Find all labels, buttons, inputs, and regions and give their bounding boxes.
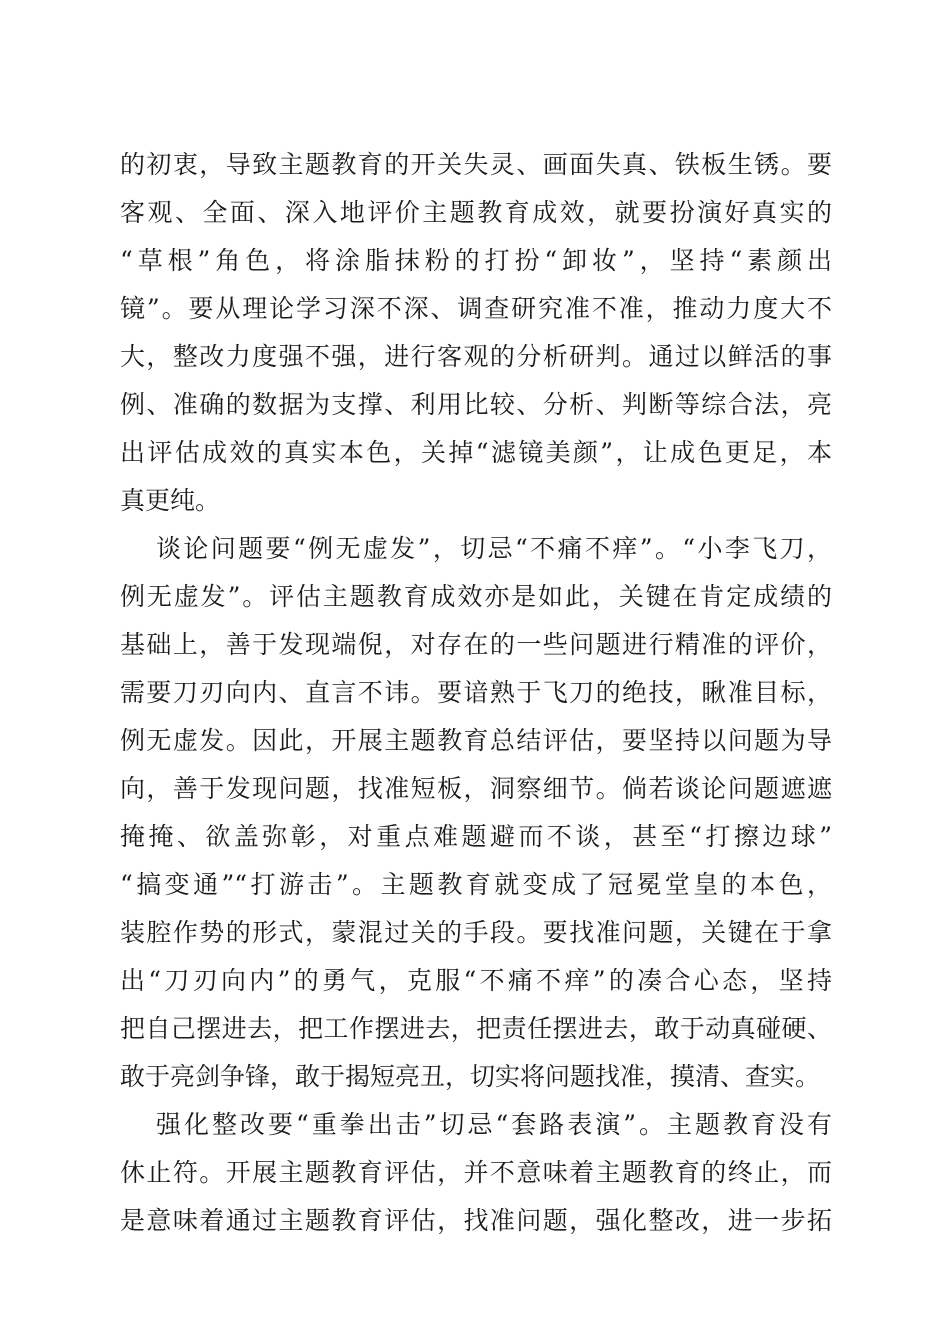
body-text bbox=[120, 141, 832, 1245]
text-line: 装腔作势的形式，蒙混过关的手段。要找准问题，关键在于拿 bbox=[120, 918, 832, 947]
text-line: 休止符。开展主题教育评估，并不意味着主题教育的终止，而 bbox=[120, 1158, 832, 1187]
paragraph-start-line: 强化整改要“重拳出击”切忌“套路表演”。主题教育没有 bbox=[156, 1110, 832, 1139]
text-line: 向，善于发现问题，找准短板，洞察细节。倘若谈论问题遮遮 bbox=[120, 774, 832, 803]
text-line: 基础上，善于发现端倪，对存在的一些问题进行精准的评价， bbox=[120, 630, 832, 659]
text-line: 把自己摆进去，把工作摆进去，把责任摆进去，敢于动真碰硬、 bbox=[120, 1014, 832, 1043]
text-line: “搞变通”“打游击”。主题教育就变成了冠冕堂皇的本色， bbox=[120, 870, 832, 899]
text-line: 出评估成效的真实本色，关掉“滤镜美颜”，让成色更足，本 bbox=[120, 438, 832, 467]
text-line: “草根”角色，将涂脂抹粉的打扮“卸妆”，坚持“素颜出 bbox=[120, 246, 832, 275]
text-line: 例、准确的数据为支撑、利用比较、分析、判断等综合法，亮 bbox=[120, 390, 832, 419]
text-line: 真更纯。 bbox=[120, 486, 221, 515]
text-line: 镜”。要从理论学习深不深、调查研究准不准，推动力度大不 bbox=[120, 294, 832, 323]
text-line: 掩掩、欲盖弥彰，对重点难题避而不谈，甚至“打擦边球” bbox=[120, 822, 832, 851]
text-line: 的初衷，导致主题教育的开关失灵、画面失真、铁板生锈。要 bbox=[120, 150, 832, 179]
text-line: 客观、全面、深入地评价主题教育成效，就要扮演好真实的 bbox=[120, 198, 832, 227]
text-line: 敢于亮剑争锋，敢于揭短亮丑，切实将问题找准，摸清、查实。 bbox=[120, 1062, 821, 1091]
text-line: 例无虚发。因此，开展主题教育总结评估，要坚持以问题为导 bbox=[120, 726, 832, 755]
text-line: 大，整改力度强不强，进行客观的分析研判。通过以鲜活的事 bbox=[120, 342, 832, 371]
text-line: 例无虚发”。评估主题教育成效亦是如此，关键在肯定成绩的 bbox=[120, 582, 832, 611]
paragraph-start-line: 谈论问题要“例无虚发”，切忌“不痛不痒”。“小李飞刀， bbox=[156, 534, 832, 563]
text-line: 出“刀刃向内”的勇气，克服“不痛不痒”的凑合心态，坚持 bbox=[120, 966, 832, 995]
text-line: 需要刀刃向内、直言不讳。要谙熟于飞刀的绝技，瞅准目标， bbox=[120, 678, 832, 707]
text-line: 是意味着通过主题教育评估，找准问题，强化整改，进一步拓 bbox=[120, 1206, 832, 1235]
